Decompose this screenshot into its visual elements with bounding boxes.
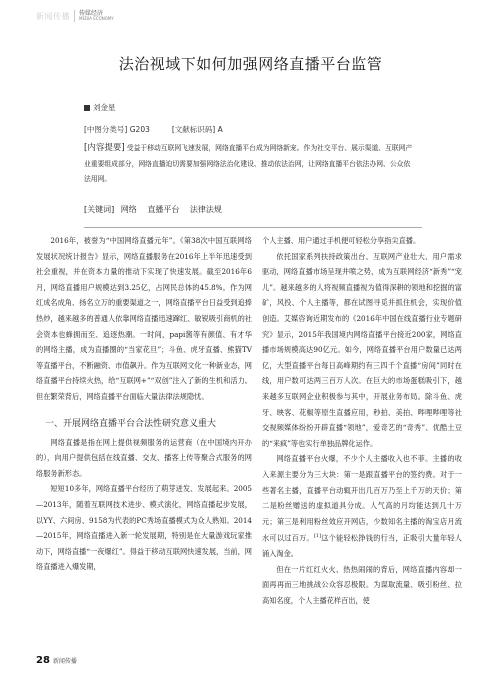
section-divider xyxy=(84,227,422,228)
paragraph: 依托国家系列扶持政策出台、互联网产业壮大、用户需求驱动，网络直播市场呈现井喷之势，成为互联网经济“新秀”“宠儿”。越来越多的人将视频直播视为值得深耕的领地和挖掘的富矿，风投、个人主播等，都在试图寻觅并抓住机会，实现价值创造。艾媒咨询近期发布的《2016年中国在线直播行业专题研究》显示，2015年我国境内网络直播平台接近200家，网络直播市场规模高达90亿元。如今，网络直播平台用户数量已达两亿，大型直播平台每日高峰期约有三四千个直播“房间”同时在线，用户数可达两三百万人次。在巨大的市场蛋糕吸引下，越来越多互联网企业积极参与其中，开展业务布局。除斗鱼、虎牙、映客、花椒等原生直播应用，秒拍、美拍、哔哩哔哩等社交视频媒体纷纷开辟直播“领地”，爱奇艺的“奇秀”、优酷土豆的“来疯”等也实行单独品牌化运作。 xyxy=(262,251,462,448)
journal-brand: 新闻传播 xyxy=(36,11,70,21)
page-number: 28 xyxy=(36,655,50,666)
abstract-label: [内容提要] xyxy=(84,143,125,153)
right-column xyxy=(262,233,462,609)
paragraph-text: 这个能轻松挣钱的行当，正吸引大量年轻人涌入淘金。 xyxy=(262,533,462,559)
section-name-en: MEDIA ECONOMY xyxy=(79,16,114,21)
abstract-text: 受益于移动互联网飞速发展，网络直播平台成为网络新宠。作为社交平台、展示渠道、互联网产业重要组成部分，网络直播迫切需要加强网络法治化建设、推动依法治网，让网络直播平台依法办网、公众依法用网。 xyxy=(84,144,413,183)
abstract xyxy=(84,141,417,188)
section-name-cn: 传媒经济 xyxy=(79,10,104,17)
keywords-line xyxy=(84,204,230,215)
paragraph: 但在一片红红火火、热热闹闹的背后，网络直播内容却一面再再而三地挑战公众容忍极限。为谋取流量、吸引粉丝、拉高知名度，个人主播花样百出，使 xyxy=(262,564,462,606)
running-header xyxy=(36,8,114,24)
footnote-mark: [1] xyxy=(313,533,322,540)
footer-publication: 新闻传播 xyxy=(52,658,77,665)
keyword: 法律法规 xyxy=(189,205,222,214)
header-divider xyxy=(74,10,75,22)
section-heading-text: 一、开展网络直播平台合法性研究意义重大 xyxy=(45,418,217,429)
paragraph xyxy=(262,451,462,562)
paragraph: 网络直播是指在网上提供视频服务的运营商（在中国境内开办的），向用户提供包括在线直播、交友、播客上传等聚合式服务的网络服务新形态。 xyxy=(36,437,252,478)
paragraph-text: 网络直播平台火爆，不少个人主播收入也不菲。主播的收入来源主要分为三大块：第一是跟直播平台的签约费。对于一些著名主播，直播平台动辄开出几百万乃至上千万的天价；第二是粉丝赠送的虚拟道具分成。人气高的月均能达到几十万元；第三是利用粉丝效应开网店，少数知名主播的淘宝店月流水可以过百万。 xyxy=(262,454,462,543)
document-code: [文献标识码] A xyxy=(171,125,223,134)
author-line xyxy=(84,102,116,113)
article-title: 法治视域下如何加强网络直播平台监管 xyxy=(118,55,383,73)
keyword: 直播平台 xyxy=(147,205,180,214)
keyword: 网络 xyxy=(120,205,137,214)
section-heading xyxy=(36,417,252,431)
paragraph: 短短10多年，网络直播平台经历了萌芽迸发、发展起来。2005—2013年，随着互联网技术进步、模式演化，网络直播起步发展，以YY、六间房、9158为代表的PC秀场直播模式为众人熟知。2014—2015年，网络直播进入新一轮发展期，特别是在大量游戏玩家推动下，网络直播“一夜爆红”。得益于移动互联网快速发展，当前，网络直播进入爆发期， xyxy=(36,484,252,572)
page-footer xyxy=(36,655,77,666)
left-column xyxy=(36,233,252,575)
paragraph: 个人主播、用户通过手机便可轻松分享指尖直播。 xyxy=(262,236,421,245)
paragraph: 2016年，被誉为“中国网络直播元年”。《第38次中国互联网络发展状况统计报告》显示，网络直播服务在2016年上半年迅速受到社会重视，并在资本力量的推动下实现了快速发展。截至2016年6月，网络直播用户规模达到3.25亿，占网民总体的45.8%。作为网红成名成角、扬名立万的重要渠道之一，网络直播平台日益受到追捧热炒，越来越多的普通人依靠网络直播迅速蹿红、敏锐吸引商机的社会资本也蜂拥而至、追逐热潮。一时间，papi酱等有颜值、有才华的网络主播，成为直播圈的“当家花旦”；斗鱼、虎牙直播、熊猫TV等直播平台，不断融资、市值飙升。作为互联网文化一种新业态，网络直播平台持续火热，给“互联网+”“双创”注入了新的生机和活力。但在繁荣背后，网络直播平台面临大量法律法规隐忧。 xyxy=(36,236,252,401)
classification-number: [中图分类号] G203 xyxy=(84,125,150,134)
keywords-label: [关键词] xyxy=(84,205,115,214)
author-bullet-icon xyxy=(84,105,90,111)
classification-line xyxy=(84,124,223,135)
author-name: 刘金星 xyxy=(93,103,116,112)
section-label xyxy=(79,11,114,21)
